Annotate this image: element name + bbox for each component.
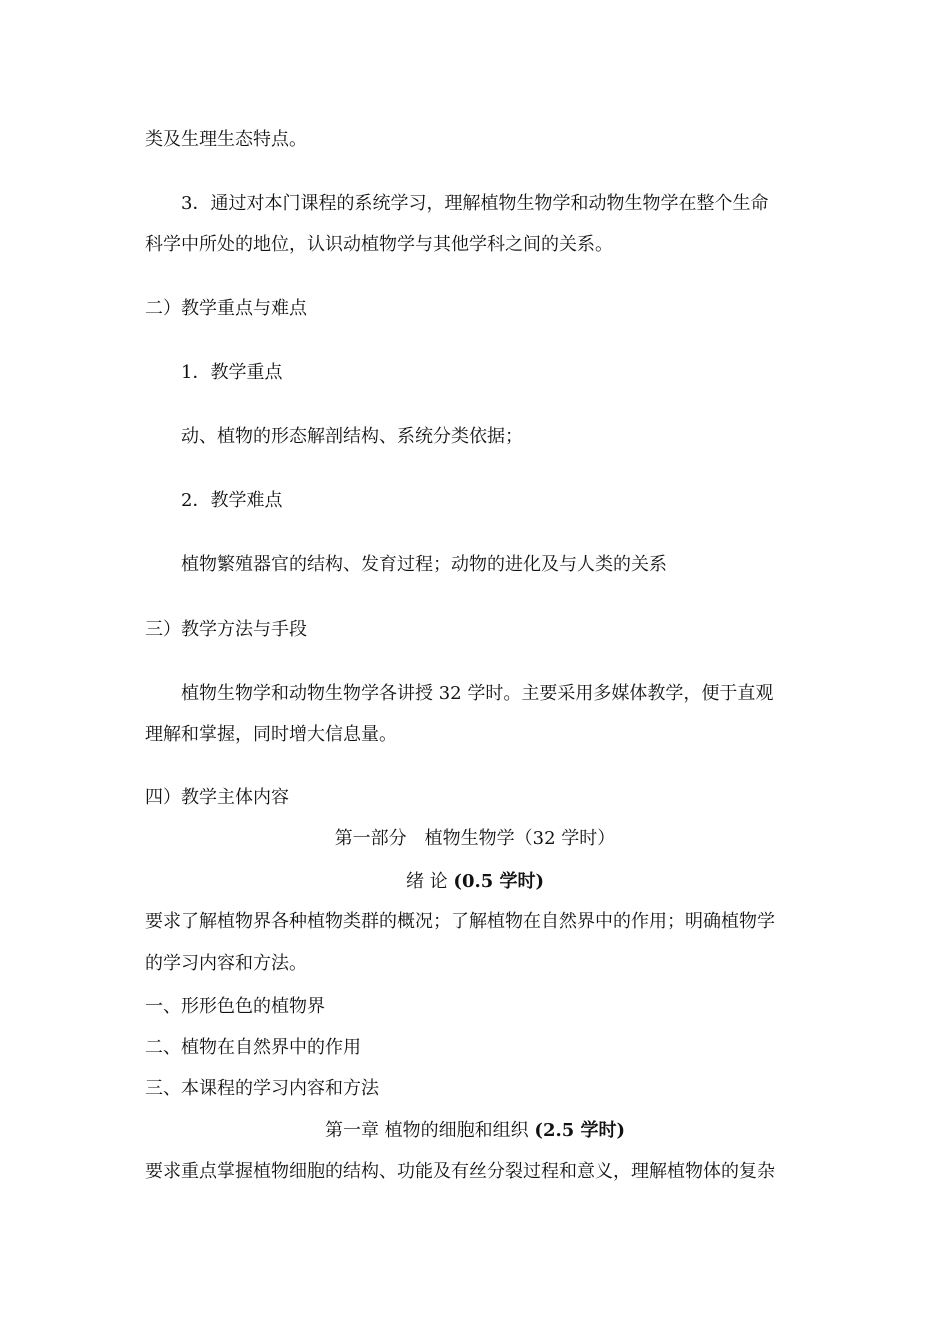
- paragraph-line: 科学中所处的地位，认识动植物学与其他学科之间的关系。: [145, 234, 613, 255]
- section-heading: 四）教学主体内容: [145, 787, 289, 808]
- subheading: 1．教学重点: [181, 362, 283, 383]
- subheading: 2．教学难点: [181, 490, 283, 511]
- chapter-hours: (0.5 学时): [453, 871, 545, 892]
- paragraph-line: 动、植物的形态解剖结构、系统分类依据；: [181, 426, 523, 447]
- paragraph-line: 的学习内容和方法。: [145, 953, 307, 974]
- chapter-name: 第一章 植物的细胞和组织: [324, 1120, 529, 1141]
- section-heading: 二）教学重点与难点: [145, 298, 307, 319]
- section-heading: 三）教学方法与手段: [145, 619, 307, 640]
- chapter-title: [0, 870, 950, 894]
- paragraph-line: 要求重点掌握植物细胞的结构、功能及有丝分裂过程和意义，理解植物体的复杂: [145, 1161, 775, 1182]
- paragraph-line: 植物生物学和动物生物学各讲授 32 学时。主要采用多媒体教学，便于直观: [181, 683, 774, 704]
- paragraph-line: 类及生理生态特点。: [145, 129, 307, 150]
- part-title: 第一部分 植物生物学（32 学时）: [334, 828, 616, 849]
- paragraph-line: 理解和掌握，同时增大信息量。: [145, 724, 397, 745]
- paragraph-line: 要求了解植物界各种植物类群的概况；了解植物在自然界中的作用；明确植物学: [145, 911, 775, 932]
- list-item: 一、形形色色的植物界: [145, 996, 325, 1017]
- list-item: 三、本课程的学习内容和方法: [145, 1078, 379, 1099]
- paragraph-line: 植物繁殖器官的结构、发育过程；动物的进化及与人类的关系: [181, 554, 667, 575]
- list-item: 二、植物在自然界中的作用: [145, 1037, 361, 1058]
- chapter-name: 绪 论: [405, 871, 448, 892]
- paragraph-line: 3．通过对本门课程的系统学习，理解植物生物学和动物生物学在整个生命: [181, 193, 769, 214]
- chapter-hours: (2.5 学时): [534, 1120, 626, 1141]
- chapter-title: [0, 1119, 950, 1143]
